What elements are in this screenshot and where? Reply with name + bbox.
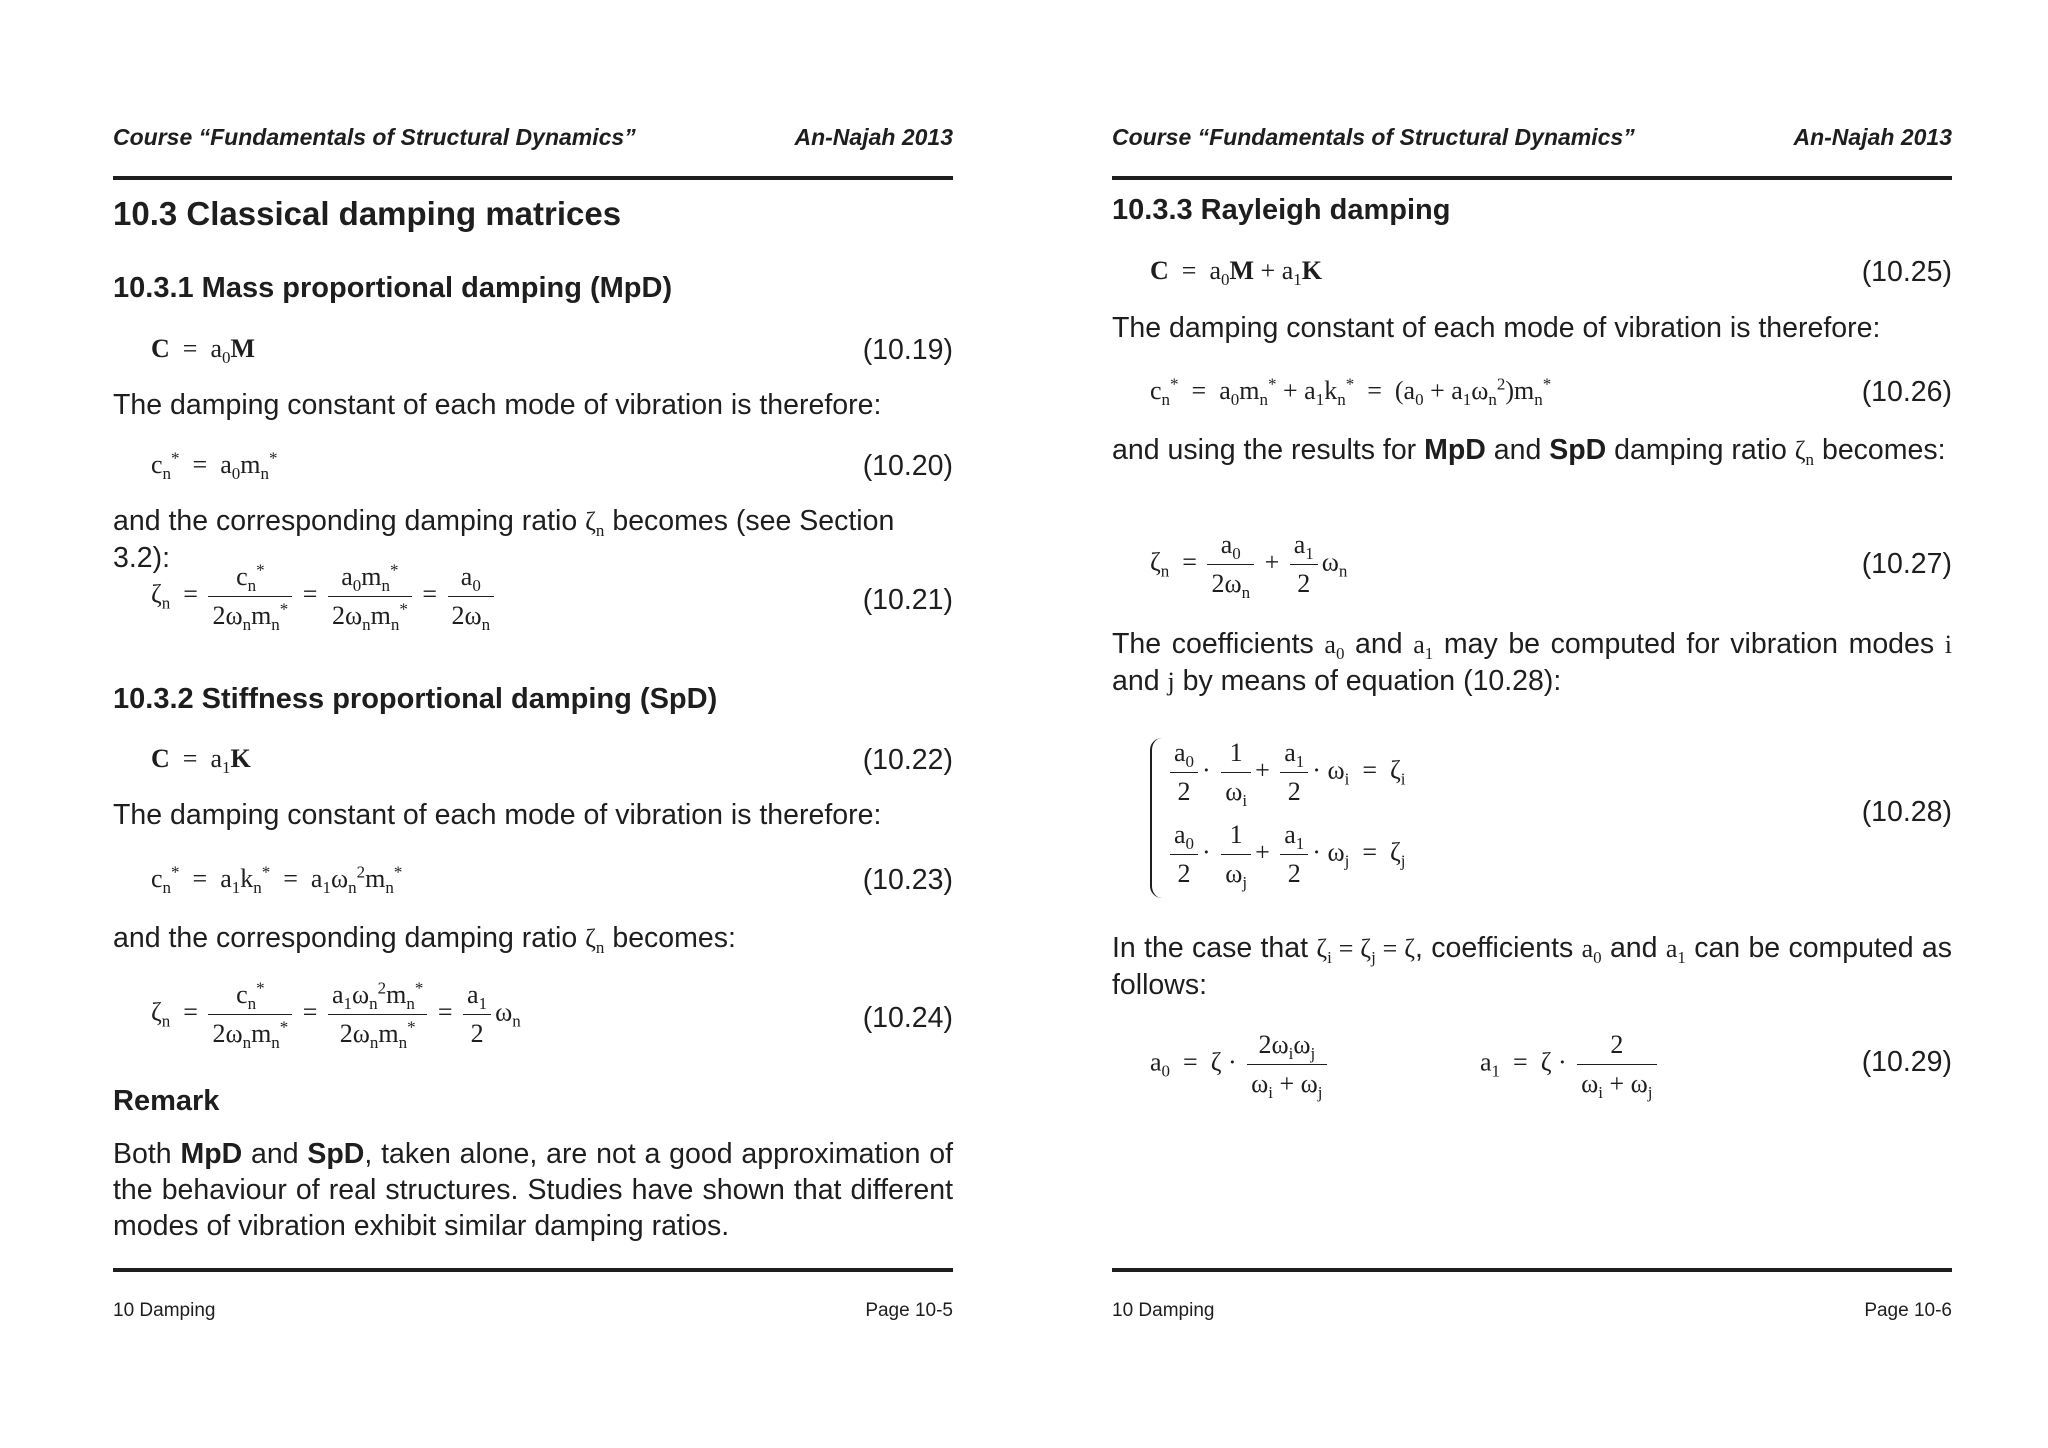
spd-subsection-title: 10.3.2 Stiffness proportional damping (SpD) xyxy=(113,683,718,715)
right-page xyxy=(1112,0,1952,1448)
text: by means of equation (10.28): xyxy=(1182,665,1562,697)
text: The coefficients xyxy=(1112,628,1314,660)
zeta-symbol: $\zeta_n$ xyxy=(1794,436,1815,470)
footer-chapter: 10 Damping xyxy=(1112,1300,1215,1321)
text: becomes: xyxy=(1821,434,1946,466)
footer-chapter: 10 Damping xyxy=(113,1300,216,1321)
page-header xyxy=(1112,124,1952,151)
left-brace xyxy=(1150,738,1164,898)
institution: An-Najah 2013 xyxy=(794,124,953,150)
equation-10-28 xyxy=(1112,738,1952,898)
formula-a1: $a_1 = \zeta$ · $\frac{2}{\omega_i + \omega_j}$ xyxy=(1480,1030,1661,1099)
symbol-i: i xyxy=(1944,630,1952,659)
formula: $C = a_0M + a_1K$ xyxy=(1150,256,1322,290)
formula: $c_n^* = a_0m_n^* + a_1k_n^* = (a_0 + a_1\omega_n^2)m_n^*$ xyxy=(1150,374,1552,410)
institution: An-Najah 2013 xyxy=(1793,124,1952,150)
text: and the corresponding damping ratio xyxy=(113,922,578,954)
paragraph: The damping constant of each mode of vibration is therefore: xyxy=(1112,312,1881,344)
equation-number: (10.23) xyxy=(862,864,953,896)
text: can be computed as follows: xyxy=(1112,932,1953,1001)
mpd-subsection-title: 10.3.1 Mass proportional damping (MpD) xyxy=(113,272,673,304)
equation-number: (10.21) xyxy=(862,584,953,616)
page-footer xyxy=(1112,1300,1952,1322)
formula: $c_n^* = a_1k_n^* = a_1\omega_n^2m_n^*$ xyxy=(151,862,403,898)
text: may be computed for vibration modes xyxy=(1443,628,1935,660)
text: In the case that xyxy=(1112,932,1309,964)
equation-number: (10.26) xyxy=(1861,376,1952,408)
formula: $C = a_0M$ xyxy=(151,334,256,368)
text: and xyxy=(1609,932,1658,964)
paragraph: The damping constant of each mode of vibration is therefore: xyxy=(113,389,882,421)
header-rule xyxy=(1112,176,1952,180)
formula: $\zeta_n$ = $\frac{a_0}{2\omega_n}$ + $\frac{a_1}{2}$ $\omega_n$ xyxy=(1150,530,1348,603)
paragraph xyxy=(1112,626,1952,700)
equation-number: (10.28) xyxy=(1861,796,1952,828)
formula: $\zeta_n$ = $\frac{c_n^*}{2\omega_nm_n^*}$ = $\frac{a_0m_n^*}{2\omega_nm_n^*}$ = $\frac{a_0}{2\omega_n}$ xyxy=(151,562,498,631)
footer-rule xyxy=(113,1268,953,1272)
zeta-equality: $\zeta_i = \zeta_j = \zeta$ xyxy=(1316,934,1415,968)
term-spd: SpD xyxy=(307,1138,365,1170)
course-title: Course “Fundamentals of Structural Dynamics” xyxy=(113,124,636,150)
text: and the corresponding damping ratio xyxy=(113,505,578,537)
formula: $C = a_1K$ xyxy=(151,744,251,778)
text: and xyxy=(251,1138,299,1170)
text: becomes: xyxy=(612,922,736,954)
formula-line-1: $\frac{a_0}{2}$ · $\frac{1}{\omega_i}$ + $\frac{a_1}{2}$ · $\omega_i = \zeta_i$ xyxy=(1166,738,1405,807)
text: and xyxy=(1493,434,1542,466)
zeta-symbol: $\zeta_n$ xyxy=(585,507,605,541)
page-number: Page 10-6 xyxy=(1864,1300,1952,1321)
text: damping ratio xyxy=(1614,434,1787,466)
footer-rule xyxy=(1112,1268,1952,1272)
paragraph xyxy=(1112,432,1952,469)
term-mpd: MpD xyxy=(1424,434,1486,466)
symbol-a0: $a_0$ xyxy=(1324,630,1345,664)
text: and using the results for xyxy=(1112,434,1417,466)
remark-paragraph xyxy=(113,1136,953,1244)
equation-number: (10.19) xyxy=(862,334,953,366)
zeta-symbol: $\zeta_n$ xyxy=(585,924,605,958)
page-footer xyxy=(113,1300,953,1322)
text: becomes (see Section 3.2): xyxy=(113,505,895,574)
text: , coefficients xyxy=(1415,932,1574,964)
paragraph: The damping constant of each mode of vibration is therefore: xyxy=(113,799,882,831)
term-spd: SpD xyxy=(1549,434,1607,466)
text: , taken alone, are not a good approximation of the behaviour of real structures. Studies have shown that different modes of vibration exhibit similar damping ratios. xyxy=(113,1138,953,1242)
section-title: 10.3 Classical damping matrices xyxy=(113,195,622,232)
equation-number: (10.27) xyxy=(1861,548,1952,580)
equation-number: (10.22) xyxy=(862,744,953,776)
paragraph xyxy=(113,920,953,957)
symbol-j: j xyxy=(1167,667,1175,696)
paragraph xyxy=(1112,930,1952,1003)
formula-a0: $a_0 = \zeta$ · $\frac{2\omega_i\omega_j}{\omega_i + \omega_j}$ xyxy=(1150,1030,1331,1099)
equation-number: (10.25) xyxy=(1861,256,1952,288)
page-number: Page 10-5 xyxy=(865,1300,953,1321)
symbol-a1: $a_1$ xyxy=(1665,934,1686,968)
equation-number: (10.29) xyxy=(1861,1046,1952,1078)
text: and xyxy=(1355,628,1403,660)
course-title: Course “Fundamentals of Structural Dynamics” xyxy=(1112,124,1635,150)
formula-line-2: $\frac{a_0}{2}$ · $\frac{1}{\omega_j}$ + $\frac{a_1}{2}$ · $\omega_j = \zeta_j$ xyxy=(1166,820,1405,889)
remark-title: Remark xyxy=(113,1085,220,1117)
formula: $\zeta_n$ = $\frac{c_n^*}{2\omega_nm_n^*}$ = $\frac{a_1\omega_n^2m_n^*}{2\omega_nm_n^*}$ = $\frac{a_1}{2}$ $\omega_n$ xyxy=(151,978,521,1053)
text: Both xyxy=(113,1138,172,1170)
term-mpd: MpD xyxy=(180,1138,243,1170)
left-page xyxy=(113,0,953,1448)
header-rule xyxy=(113,176,953,180)
text: and xyxy=(1112,665,1160,697)
symbol-a1: $a_1$ xyxy=(1413,630,1434,664)
rayleigh-subsection-title: 10.3.3 Rayleigh damping xyxy=(1112,194,1451,226)
equation-number: (10.24) xyxy=(862,1002,953,1034)
formula: $c_n^* = a_0m_n^*$ xyxy=(151,448,278,484)
symbol-a0: $a_0$ xyxy=(1581,934,1602,968)
page-header xyxy=(113,124,953,151)
equation-number: (10.20) xyxy=(862,450,953,482)
